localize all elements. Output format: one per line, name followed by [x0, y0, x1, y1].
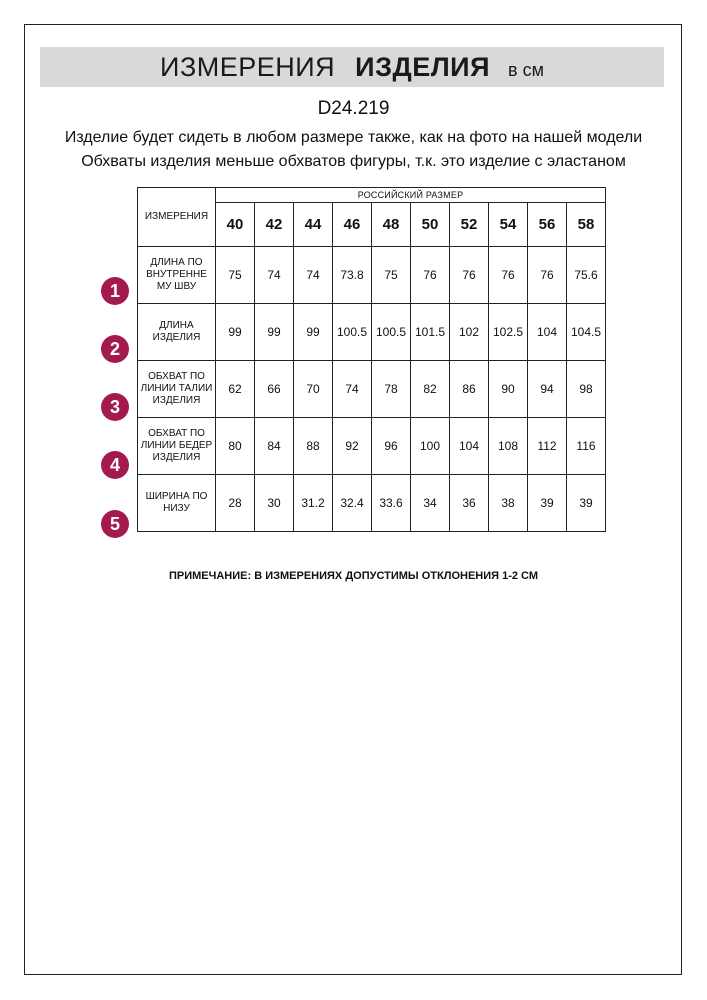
table-cell: 86 [450, 361, 489, 418]
row-label: ШИРИНА ПО НИЗУ [138, 475, 216, 532]
table-cell: 76 [450, 247, 489, 304]
table-cell: 102 [450, 304, 489, 361]
table-cell: 101.5 [411, 304, 450, 361]
table-cell: 82 [411, 361, 450, 418]
table-cell: 80 [216, 418, 255, 475]
table-cell: 75 [216, 247, 255, 304]
table-cell: 98 [567, 361, 606, 418]
table-cell: 75 [372, 247, 411, 304]
table-cell: 104.5 [567, 304, 606, 361]
table-cell: 30 [255, 475, 294, 532]
title-bar [40, 47, 664, 87]
table-cell: 104 [450, 418, 489, 475]
table-row [138, 361, 606, 418]
table-row [138, 247, 606, 304]
row-number-badge: 2 [101, 335, 129, 363]
note-line-1: Изделие будет сидеть в любом размере также, как на фото на нашей модели [64, 129, 643, 146]
product-code: D24.219 [317, 98, 390, 119]
table-cell: 90 [489, 361, 528, 418]
table-cell: 39 [567, 475, 606, 532]
table-cell: 99 [294, 304, 333, 361]
table-cell: 92 [333, 418, 372, 475]
size-header: 52 [450, 203, 489, 247]
title-part-2: ИЗДЕЛИЯ [355, 52, 490, 82]
note-line-2: Обхваты изделия меньше обхватов фигуры, т.к. это изделие с эластаном [81, 153, 626, 170]
table-cell: 74 [294, 247, 333, 304]
table-cell: 33.6 [372, 475, 411, 532]
table-cell: 74 [255, 247, 294, 304]
row-label: ОБХВАТ ПО ЛИНИИ БЕДЕР ИЗДЕЛИЯ [138, 418, 216, 475]
row-label: ДЛИНА ИЗДЕЛИЯ [138, 304, 216, 361]
table-cell: 34 [411, 475, 450, 532]
table-cell: 76 [489, 247, 528, 304]
measure-header: ИЗМЕРЕНИЯ [138, 188, 216, 247]
table-cell: 39 [528, 475, 567, 532]
table-cell: 36 [450, 475, 489, 532]
table-cell: 116 [567, 418, 606, 475]
table-cell: 74 [333, 361, 372, 418]
title-unit: в см [508, 60, 544, 80]
table-cell: 76 [528, 247, 567, 304]
table-row [138, 304, 606, 361]
table-cell: 112 [528, 418, 567, 475]
table-cell: 96 [372, 418, 411, 475]
table-cell: 88 [294, 418, 333, 475]
table-cell: 94 [528, 361, 567, 418]
row-number-badge: 1 [101, 277, 129, 305]
title-part-1: ИЗМЕРЕНИЯ [160, 52, 336, 82]
table-cell: 100 [411, 418, 450, 475]
table-cell: 66 [255, 361, 294, 418]
table-cell: 100.5 [372, 304, 411, 361]
table-cell: 99 [216, 304, 255, 361]
size-header: 42 [255, 203, 294, 247]
table-cell: 108 [489, 418, 528, 475]
table-cell: 104 [528, 304, 567, 361]
table-cell: 99 [255, 304, 294, 361]
table-cell: 70 [294, 361, 333, 418]
table-cell: 62 [216, 361, 255, 418]
row-label: ОБХВАТ ПО ЛИНИИ ТАЛИИ ИЗДЕЛИЯ [138, 361, 216, 418]
row-number-badge: 3 [101, 393, 129, 421]
table-cell: 76 [411, 247, 450, 304]
size-header: 44 [294, 203, 333, 247]
table-row [138, 475, 606, 532]
table-cell: 75.6 [567, 247, 606, 304]
table-cell: 32.4 [333, 475, 372, 532]
table-cell: 73.8 [333, 247, 372, 304]
size-header: 46 [333, 203, 372, 247]
table-cell: 38 [489, 475, 528, 532]
size-table [137, 187, 606, 532]
row-label: ДЛИНА ПО ВНУТРЕННЕ МУ ШВУ [138, 247, 216, 304]
size-header: 58 [567, 203, 606, 247]
footnote: ПРИМЕЧАНИЕ: В ИЗМЕРЕНИЯХ ДОПУСТИМЫ ОТКЛОНЕНИЯ 1-2 СМ [168, 570, 539, 582]
size-header: 50 [411, 203, 450, 247]
table-cell: 84 [255, 418, 294, 475]
row-number-badge: 5 [101, 510, 129, 538]
table-cell: 78 [372, 361, 411, 418]
table-cell: 102.5 [489, 304, 528, 361]
table-row [138, 418, 606, 475]
size-header: 56 [528, 203, 567, 247]
size-header: 40 [216, 203, 255, 247]
size-group-header: РОССИЙСКИЙ РАЗМЕР [216, 188, 606, 203]
size-header: 48 [372, 203, 411, 247]
size-header: 54 [489, 203, 528, 247]
table-cell: 100.5 [333, 304, 372, 361]
table-cell: 31.2 [294, 475, 333, 532]
table-cell: 28 [216, 475, 255, 532]
row-number-badge: 4 [101, 451, 129, 479]
